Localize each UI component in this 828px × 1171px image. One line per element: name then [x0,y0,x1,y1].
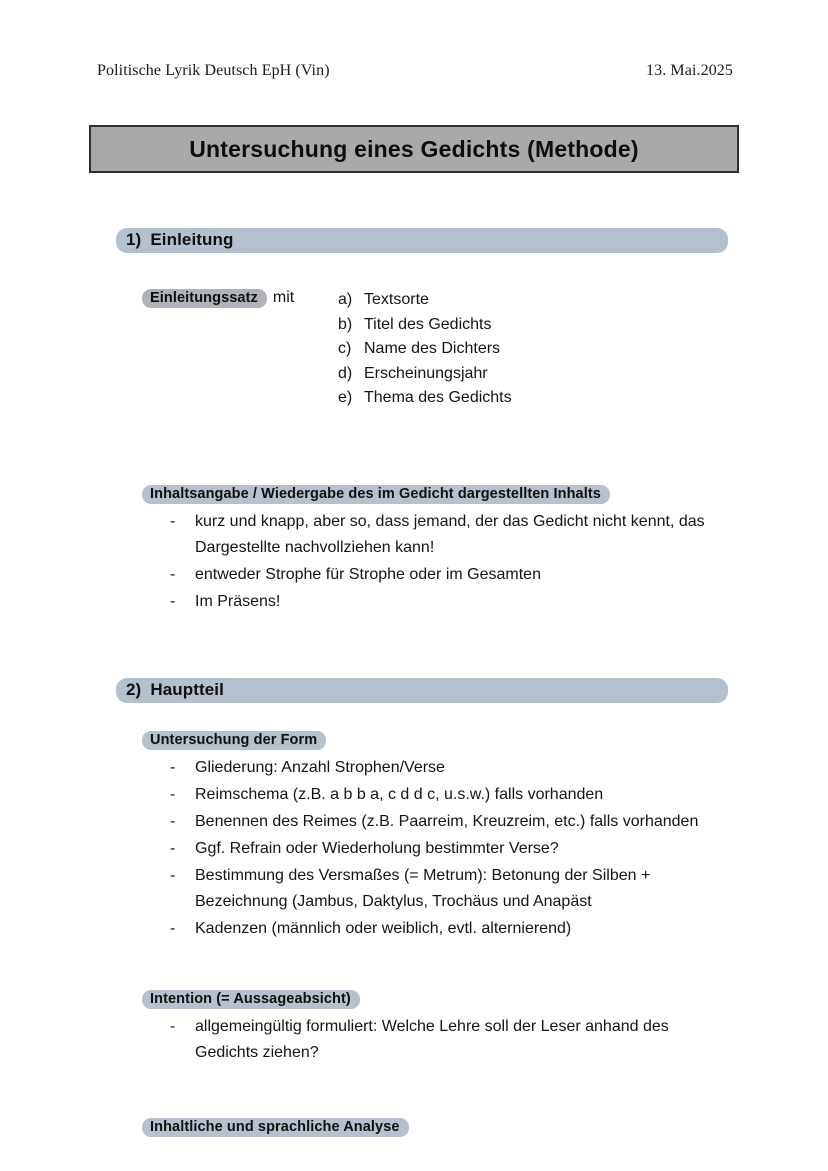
einleitungssatz-block [0,289,828,423]
inhaltliche-analyse-heading: Inhaltliche und sprachliche Analyse [142,1118,409,1137]
einleitungssatz-pill: Einleitungssatz [142,289,267,308]
section-bar-hauptteil [116,678,728,703]
list-text: Name des Dichters [364,340,501,358]
document-body [0,228,828,1137]
list-text: Bestimmung des Versmaßes (= Metrum): Betonung der Silben + Bezeichnung (Jambus, Daktylus, Trochäus und Anapäst [195,867,651,910]
list-marker: d) [338,364,353,382]
list-item [0,863,828,915]
page-title: Untersuchung eines Gedichts (Methode) [189,135,639,162]
intention-block [0,990,828,1066]
list-text: Textsorte [364,291,429,308]
list-marker: - [170,920,176,937]
list-text: entweder Strophe für Strophe oder im Gesamten [195,566,541,583]
list-text: Ggf. Refrain oder Wiederholung bestimmter Verse? [195,840,559,857]
list-item [338,362,512,387]
list-text: allgemeingültig formuliert: Welche Lehre soll der Leser anhand des Gedichts ziehen? [195,1018,669,1061]
list-text: Titel des Gedichts [364,315,492,333]
list-item [0,755,828,781]
einleitung-letter-list [338,288,512,411]
list-marker: a) [338,291,353,308]
section-number: 1) [126,230,142,249]
list-marker: - [170,513,176,530]
list-item [0,509,828,561]
untersuchung-der-form-block [0,731,828,942]
list-marker: - [170,593,176,610]
inhaltsangabe-heading-row [142,485,828,504]
einleitungssatz-suffix: mit [272,289,295,306]
intention-heading-row [142,990,828,1009]
list-item [0,1014,828,1066]
document-header [97,62,733,80]
inhaltliche-analyse-block [0,1118,828,1137]
inhaltsangabe-block [0,485,828,615]
list-marker: - [170,1018,176,1035]
section-number: 2) [126,680,142,699]
list-marker: - [170,786,176,803]
list-text: Erscheinungsjahr [364,364,488,382]
untersuchung-der-form-heading: Untersuchung der Form [142,731,326,750]
document-title-box [89,125,739,173]
list-item [0,589,828,615]
document-date: 13. Mai.2025 [646,62,733,79]
section-bar-einleitung [116,228,728,253]
inhaltliche-analyse-heading-row [142,1118,828,1137]
list-item [338,337,512,362]
list-item [0,562,828,588]
list-item [338,386,512,411]
intention-bullet-list [0,1014,828,1066]
list-item [0,836,828,862]
list-item [0,782,828,808]
list-marker: e) [338,389,353,407]
list-marker: - [170,759,176,776]
list-text: kurz und knapp, aber so, dass jemand, der das Gedicht nicht kennt, das Dargestellte nachvollziehen kann! [195,513,705,556]
list-item [338,313,512,338]
list-marker: - [170,813,176,830]
list-text: Reimschema (z.B. a b b a, c d d c, u.s.w.) falls vorhanden [195,786,604,803]
intention-heading: Intention (= Aussageabsicht) [142,990,360,1009]
list-text: Im Präsens! [195,593,281,610]
untersuchung-der-form-heading-row [142,731,828,750]
list-text: Kadenzen (männlich oder weiblich, evtl. alternierend) [195,920,572,937]
untersuchung-der-form-bullet-list [0,755,828,942]
inhaltsangabe-heading: Inhaltsangabe / Wiedergabe des im Gedicht dargestellten Inhalts [142,485,610,504]
list-item [0,809,828,835]
inhaltsangabe-bullet-list [0,509,828,615]
list-item [0,916,828,942]
list-text: Gliederung: Anzahl Strophen/Verse [195,759,445,776]
list-item [338,288,512,313]
list-marker: b) [338,315,353,333]
course-title: Politische Lyrik Deutsch EpH (Vin) [97,62,330,79]
list-text: Benennen des Reimes (z.B. Paarreim, Kreuzreim, etc.) falls vorhanden [195,813,699,830]
list-text: Thema des Gedichts [364,389,512,407]
list-marker: - [170,867,176,884]
list-marker: c) [338,340,352,358]
list-marker: - [170,566,176,583]
list-marker: - [170,840,176,857]
section-name: Hauptteil [150,680,224,699]
section-name: Einleitung [150,230,234,249]
